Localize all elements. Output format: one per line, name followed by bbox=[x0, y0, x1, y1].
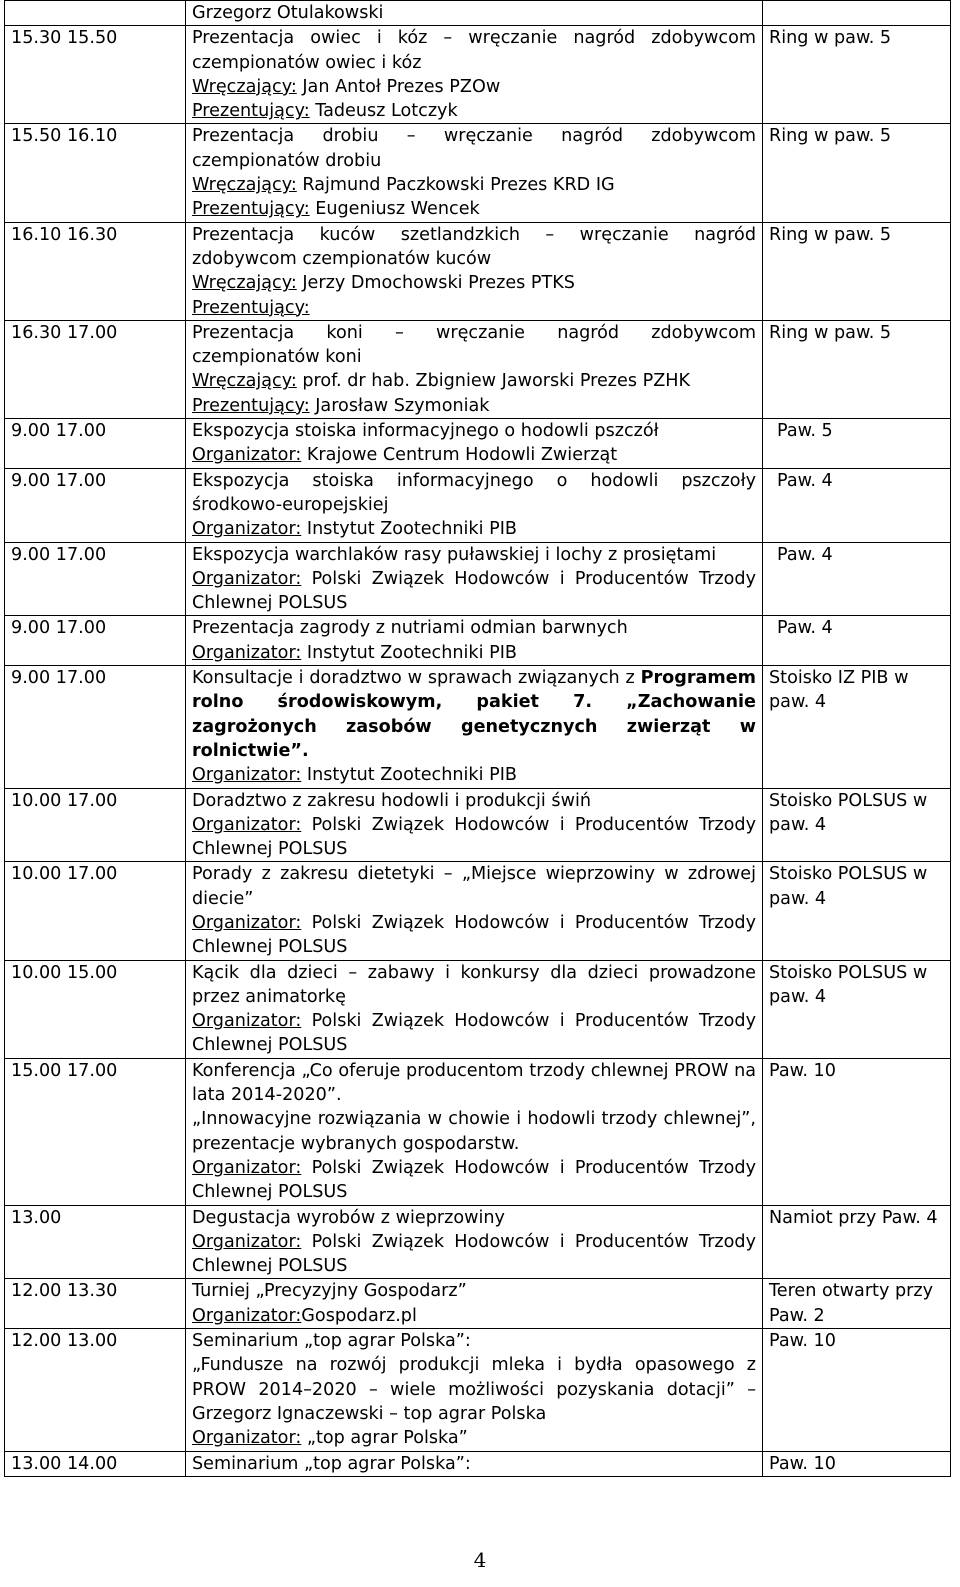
role-line bbox=[192, 763, 756, 787]
role-line bbox=[192, 271, 756, 295]
time-cell: 9.00 17.00 bbox=[5, 666, 186, 788]
description-text: „Fundusze na rozwój produkcji mleka i bydła opasowego z PROW 2014–2020 – wiele możliwości pozyskania dotacji” – Grzegorz Ignaczewski – top agrar Polska bbox=[192, 1355, 756, 1424]
description-cell bbox=[186, 1205, 763, 1279]
location-cell: Ring w paw. 5 bbox=[763, 26, 951, 124]
schedule-row bbox=[5, 1, 951, 26]
role-label: Wręczający: bbox=[192, 273, 297, 294]
role-line bbox=[192, 517, 756, 541]
description-text: Ekspozycja warchlaków rasy puławskiej i lochy z prosiętami bbox=[192, 544, 717, 565]
time-cell: 9.00 17.00 bbox=[5, 616, 186, 666]
location-cell: Paw. 10 bbox=[763, 1058, 951, 1205]
role-label: Wręczający: bbox=[192, 175, 297, 196]
description-cell bbox=[186, 862, 763, 960]
schedule-row bbox=[5, 468, 951, 542]
location-cell bbox=[763, 1, 951, 26]
role-label: Organizator: bbox=[192, 912, 302, 933]
location-cell: Paw. 5 bbox=[763, 419, 951, 469]
description-text: Prezentacja koni – wręczanie nagród zdobywcom czempionatów koni bbox=[192, 322, 756, 368]
role-value: Eugeniusz Wencek bbox=[315, 199, 480, 220]
role-value: Jerzy Dmochowski Prezes PTKS bbox=[302, 273, 575, 294]
schedule-rows bbox=[5, 1, 951, 1477]
description-text: Prezentacja zagrody z nutriami odmian barwnych bbox=[192, 618, 628, 639]
description-cell bbox=[186, 419, 763, 469]
location-cell: Paw. 4 bbox=[763, 542, 951, 616]
description-text: Degustacja wyrobów z wieprzowiny bbox=[192, 1207, 505, 1228]
time-cell bbox=[5, 1, 186, 26]
description-cell bbox=[186, 468, 763, 542]
time-cell: 13.00 14.00 bbox=[5, 1451, 186, 1476]
schedule-row bbox=[5, 1205, 951, 1279]
time-cell: 16.10 16.30 bbox=[5, 222, 186, 320]
role-line bbox=[192, 296, 756, 320]
role-line bbox=[192, 1304, 756, 1328]
role-label: Organizator: bbox=[192, 568, 302, 589]
time-cell: 15.50 16.10 bbox=[5, 124, 186, 222]
role-line bbox=[192, 641, 756, 665]
schedule-row bbox=[5, 1058, 951, 1205]
schedule-row bbox=[5, 26, 951, 124]
location-cell: Ring w paw. 5 bbox=[763, 320, 951, 418]
role-value: Instytut Zootechniki PIB bbox=[306, 519, 517, 540]
description-text: Ekspozycja stoiska informacyjnego o hodowli pszczoły środkowo-europejskiej bbox=[192, 470, 756, 515]
role-line bbox=[192, 369, 756, 393]
role-label: Wręczający: bbox=[192, 371, 297, 392]
description-cell bbox=[186, 1451, 763, 1476]
role-value: Jarosław Szymoniak bbox=[315, 395, 490, 416]
description-cell bbox=[186, 1, 763, 26]
schedule-row bbox=[5, 320, 951, 418]
schedule-row bbox=[5, 960, 951, 1058]
description-text: Seminarium „top agrar Polska”: bbox=[192, 1331, 471, 1352]
schedule-row bbox=[5, 862, 951, 960]
role-value: „top agrar Polska” bbox=[306, 1428, 468, 1449]
time-cell: 9.00 17.00 bbox=[5, 468, 186, 542]
role-value: Instytut Zootechniki PIB bbox=[306, 765, 517, 786]
time-cell: 9.00 17.00 bbox=[5, 419, 186, 469]
schedule-row bbox=[5, 222, 951, 320]
role-value: Rajmund Paczkowski Prezes KRD IG bbox=[302, 175, 615, 196]
time-cell: 12.00 13.00 bbox=[5, 1329, 186, 1451]
role-label: Organizator: bbox=[192, 1305, 302, 1326]
description-cell bbox=[186, 542, 763, 616]
description-text: Turniej „Precyzyjny Gospodarz” bbox=[192, 1281, 467, 1302]
time-cell: 13.00 bbox=[5, 1205, 186, 1279]
location-cell: Paw. 10 bbox=[763, 1451, 951, 1476]
description-text: Ekspozycja stoiska informacyjnego o hodowli pszczół bbox=[192, 421, 659, 442]
location-cell: Stoisko IZ PIB w paw. 4 bbox=[763, 666, 951, 788]
location-cell: Ring w paw. 5 bbox=[763, 124, 951, 222]
role-value: Polski Związek Hodowców i Producentów Trzody Chlewnej POLSUS bbox=[192, 912, 757, 958]
time-cell: 10.00 17.00 bbox=[5, 862, 186, 960]
description-text: Prezentacja drobiu – wręczanie nagród zdobywcom czempionatów drobiu bbox=[192, 126, 756, 171]
role-label: Prezentujący: bbox=[192, 395, 310, 416]
location-cell: Teren otwarty przy Paw. 2 bbox=[763, 1279, 951, 1329]
description-cell bbox=[186, 616, 763, 666]
role-line bbox=[192, 443, 756, 467]
schedule-row bbox=[5, 1279, 951, 1329]
role-label: Organizator: bbox=[192, 519, 302, 540]
description-text: Seminarium „top agrar Polska”: bbox=[192, 1453, 471, 1474]
description-cell bbox=[186, 1329, 763, 1451]
description-cell bbox=[186, 222, 763, 320]
role-line bbox=[192, 1426, 756, 1450]
role-value: Polski Związek Hodowców i Producentów Trzody Chlewnej POLSUS bbox=[192, 568, 757, 614]
role-label: Wręczający: bbox=[192, 76, 297, 97]
role-line bbox=[192, 1230, 756, 1279]
role-label: Prezentujący: bbox=[192, 101, 310, 122]
role-value: Polski Związek Hodowców i Producentów Trzody Chlewnej POLSUS bbox=[192, 814, 757, 860]
role-line bbox=[192, 1156, 756, 1205]
description-cell bbox=[186, 960, 763, 1058]
role-label: Organizator: bbox=[192, 1231, 302, 1252]
description-cell bbox=[186, 26, 763, 124]
location-cell: Ring w paw. 5 bbox=[763, 222, 951, 320]
time-cell: 15.00 17.00 bbox=[5, 1058, 186, 1205]
location-cell: Paw. 10 bbox=[763, 1329, 951, 1451]
role-value: Polski Związek Hodowców i Producentów Trzody Chlewnej POLSUS bbox=[192, 1231, 757, 1277]
role-label: Organizator: bbox=[192, 814, 302, 835]
time-cell: 16.30 17.00 bbox=[5, 320, 186, 418]
schedule-table bbox=[4, 0, 951, 1477]
time-cell: 10.00 15.00 bbox=[5, 960, 186, 1058]
role-value: Jan Antoł Prezes PZOw bbox=[302, 76, 501, 97]
role-value: Instytut Zootechniki PIB bbox=[306, 642, 517, 663]
role-label: Organizator: bbox=[192, 1428, 302, 1449]
description-text: Konsultacje i doradztwo w sprawach związanych z bbox=[192, 668, 635, 689]
role-line bbox=[192, 813, 756, 862]
schedule-row bbox=[5, 1451, 951, 1476]
page-number: 4 bbox=[473, 1548, 487, 1572]
schedule-row bbox=[5, 1329, 951, 1451]
role-value: Tadeusz Lotczyk bbox=[315, 101, 458, 122]
location-cell: Stoisko POLSUS w paw. 4 bbox=[763, 862, 951, 960]
location-cell: Stoisko POLSUS w paw. 4 bbox=[763, 788, 951, 862]
schedule-row bbox=[5, 788, 951, 862]
role-label: Organizator: bbox=[192, 1011, 302, 1032]
schedule-row bbox=[5, 542, 951, 616]
time-cell: 10.00 17.00 bbox=[5, 788, 186, 862]
schedule-row bbox=[5, 124, 951, 222]
role-line bbox=[192, 99, 756, 123]
schedule-row bbox=[5, 419, 951, 469]
role-line bbox=[192, 911, 756, 960]
role-value: prof. dr hab. Zbigniew Jaworski Prezes PZHK bbox=[302, 371, 691, 392]
location-cell: Stoisko POLSUS w paw. 4 bbox=[763, 960, 951, 1058]
role-label: Prezentujący: bbox=[192, 297, 310, 318]
location-cell: Paw. 4 bbox=[763, 616, 951, 666]
role-value: Polski Związek Hodowców i Producentów Trzody Chlewnej POLSUS bbox=[192, 1157, 757, 1203]
role-value: Krajowe Centrum Hodowli Zwierząt bbox=[306, 445, 618, 466]
role-line bbox=[192, 173, 756, 197]
description-text: Prezentacja kuców szetlandzkich – wręczanie nagród zdobywcom czempionatów kuców bbox=[192, 224, 756, 269]
role-label: Organizator: bbox=[192, 445, 302, 466]
time-cell: 15.30 15.50 bbox=[5, 26, 186, 124]
role-label: Organizator: bbox=[192, 642, 302, 663]
role-line bbox=[192, 75, 756, 99]
description-text: Kącik dla dzieci – zabawy i konkursy dla dzieci prowadzone przez animatorkę bbox=[192, 962, 756, 1007]
role-line bbox=[192, 1009, 756, 1058]
role-label: Organizator: bbox=[192, 765, 302, 786]
description-cell bbox=[186, 320, 763, 418]
role-value: Gospodarz.pl bbox=[301, 1305, 417, 1326]
location-cell: Namiot przy Paw. 4 bbox=[763, 1205, 951, 1279]
role-line bbox=[192, 197, 756, 221]
description-cell bbox=[186, 1279, 763, 1329]
schedule-row bbox=[5, 666, 951, 788]
description-text: Porady z zakresu dietetyki – „Miejsce wieprzowiny w zdrowej diecie” bbox=[192, 864, 756, 909]
role-label: Organizator: bbox=[192, 1157, 302, 1178]
description-cell bbox=[186, 124, 763, 222]
role-line bbox=[192, 567, 756, 616]
description-text: Prezentacja owiec i kóz – wręczanie nagród zdobywcom czempionatów owiec i kóz bbox=[192, 28, 756, 73]
time-cell: 12.00 13.30 bbox=[5, 1279, 186, 1329]
description-text: Konferencja „Co oferuje producentom trzody chlewnej PROW na lata 2014-2020”. bbox=[192, 1060, 756, 1106]
description-cell bbox=[186, 1058, 763, 1205]
schedule-row bbox=[5, 616, 951, 666]
location-cell: Paw. 4 bbox=[763, 468, 951, 542]
description-text: „Innowacyjne rozwiązania w chowie i hodowli trzody chlewnej”, prezentacje wybranych gospodarstw. bbox=[192, 1109, 756, 1154]
description-text: Doradztwo z zakresu hodowli i produkcji świń bbox=[192, 790, 591, 811]
role-line bbox=[192, 394, 756, 418]
description-cell bbox=[186, 666, 763, 788]
role-label: Prezentujący: bbox=[192, 199, 310, 220]
description-text: Grzegorz Otulakowski bbox=[192, 3, 384, 23]
time-cell: 9.00 17.00 bbox=[5, 542, 186, 616]
program-title: Programem rolno środowiskowym, pakiet 7. „Zachowanie zagrożonych zasobów genetycznych zwierząt w rolnictwie”. bbox=[192, 668, 756, 761]
description-cell bbox=[186, 788, 763, 862]
role-value: Polski Związek Hodowców i Producentów Trzody Chlewnej POLSUS bbox=[192, 1011, 757, 1056]
